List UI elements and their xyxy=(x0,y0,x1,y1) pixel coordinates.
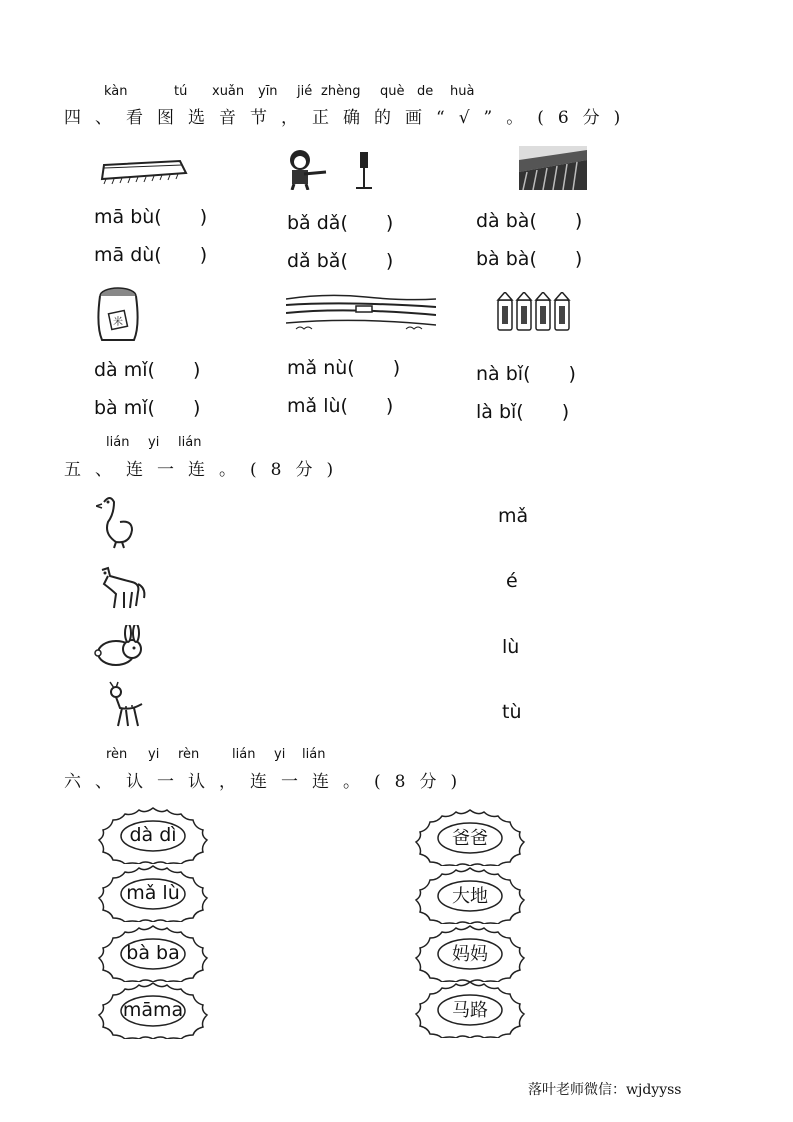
flower-left-4[interactable] xyxy=(97,981,209,1039)
flower-right-4-label: 马路 xyxy=(452,1000,488,1021)
flower-left-3[interactable] xyxy=(97,924,209,982)
dam-icon xyxy=(519,146,587,190)
option-ma-lu[interactable]: mǎ lù( ) xyxy=(287,395,394,417)
pinyin: de xyxy=(417,84,434,99)
section5-heading: 五、连一连。(8分) xyxy=(64,460,348,480)
section6-heading: 六、认一认，连一连。(8分) xyxy=(64,772,472,792)
pinyin: lián xyxy=(302,747,326,762)
target-shooter-icon xyxy=(286,148,376,190)
flower-left-1[interactable] xyxy=(97,806,209,864)
mat-icon xyxy=(98,155,190,185)
option-ma-du[interactable]: mā dù( ) xyxy=(94,244,208,266)
flower-left-1-label: dà dì xyxy=(129,824,177,846)
option-na-bi[interactable]: nà bǐ( ) xyxy=(476,363,576,385)
horse-icon xyxy=(94,566,146,612)
flower-right-2-label: 大地 xyxy=(452,886,488,907)
option-la-bi[interactable]: là bǐ( ) xyxy=(476,401,570,423)
pinyin: yīn xyxy=(258,84,278,99)
flower-right-3[interactable] xyxy=(414,924,526,982)
pinyin: yi xyxy=(148,747,160,762)
goose-icon xyxy=(96,494,136,550)
pinyin: què xyxy=(380,84,405,99)
deer-icon xyxy=(104,680,148,732)
svg-text:米: 米 xyxy=(113,317,123,328)
flower-right-2[interactable] xyxy=(414,866,526,924)
flower-right-1[interactable] xyxy=(414,808,526,866)
flower-right-4[interactable] xyxy=(414,980,526,1038)
option-ba-mi[interactable]: bà mǐ( ) xyxy=(94,397,201,419)
option-da-mi[interactable]: dà mǐ( ) xyxy=(94,359,201,381)
option-ma-nu[interactable]: mǎ nù( ) xyxy=(287,357,401,379)
pencils-icon xyxy=(496,292,572,332)
option-ba-ba-dam[interactable]: bà bà( ) xyxy=(476,248,583,270)
pinyin: kàn xyxy=(104,84,128,99)
pinyin: yi xyxy=(274,747,286,762)
word-ma[interactable]: mǎ xyxy=(498,505,529,527)
flower-right-1-label: 爸爸 xyxy=(452,828,488,849)
pinyin: xuǎn xyxy=(212,84,245,99)
pinyin: lián xyxy=(232,747,256,762)
pinyin: jié xyxy=(297,84,313,99)
option-ba-da[interactable]: bǎ dǎ( ) xyxy=(287,212,394,234)
option-da-ba[interactable]: dǎ bǎ( ) xyxy=(287,250,394,272)
flower-left-4-label: māma xyxy=(122,999,184,1021)
road-car-icon xyxy=(286,293,436,333)
flower-right-3-label: 妈妈 xyxy=(452,944,488,965)
word-lu[interactable]: lù xyxy=(502,636,520,658)
word-e[interactable]: é xyxy=(506,570,518,592)
option-ma-bu[interactable]: mā bù( ) xyxy=(94,206,208,228)
pinyin: rèn xyxy=(106,747,128,762)
section4-pinyin-row xyxy=(64,84,484,100)
word-tu[interactable]: tù xyxy=(502,701,522,723)
option-da-ba-dam[interactable]: dà bà( ) xyxy=(476,210,583,232)
section5-pinyin-row xyxy=(64,435,264,451)
section4-heading: 四、看图选音节，正确的画“√”。(6分) xyxy=(64,108,635,128)
rabbit-icon xyxy=(94,625,146,667)
flower-left-2-label: mǎ lù xyxy=(126,882,180,904)
pinyin: huà xyxy=(450,84,475,99)
pinyin: zhèng xyxy=(321,84,361,99)
pinyin: yi xyxy=(148,435,160,450)
rice-sack-icon xyxy=(94,286,142,344)
pinyin: lián xyxy=(106,435,130,450)
section6-pinyin-row xyxy=(64,747,364,763)
pinyin: rèn xyxy=(178,747,200,762)
flower-left-3-label: bà ba xyxy=(126,942,180,964)
pinyin: lián xyxy=(178,435,202,450)
footer-note: 落叶老师微信：wjdyyss xyxy=(528,1082,682,1098)
flower-left-2[interactable] xyxy=(97,864,209,922)
pinyin: tú xyxy=(174,84,188,99)
